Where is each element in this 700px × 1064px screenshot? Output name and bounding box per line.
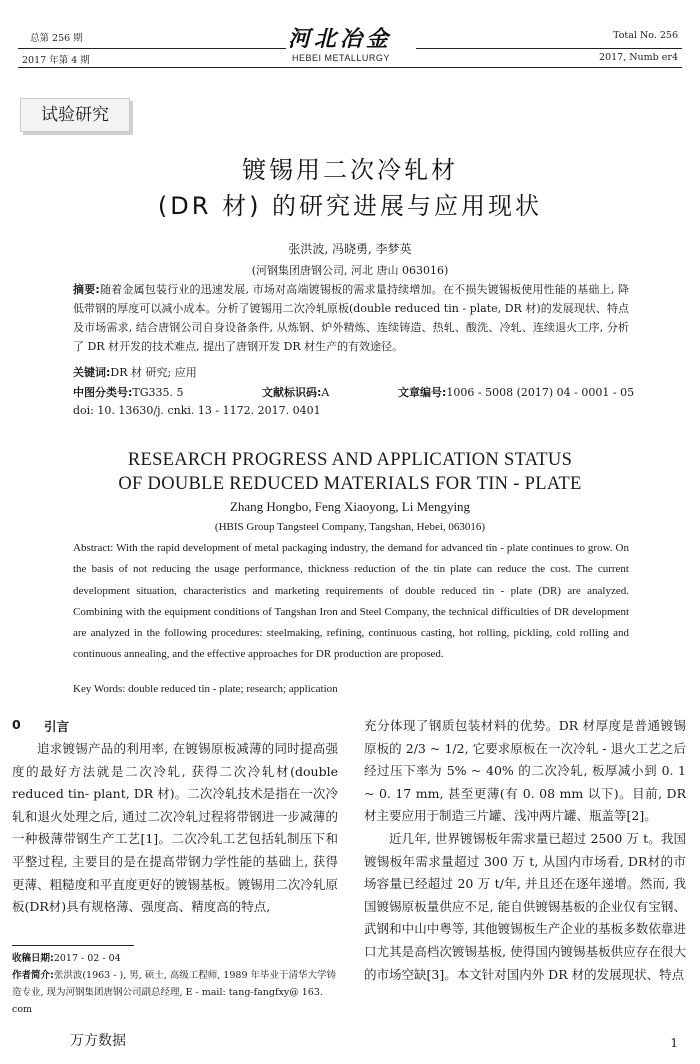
title-cn-line1: 镀锡用二次冷轧材 <box>242 156 458 184</box>
article-number-label: 文章编号: <box>398 386 447 399</box>
issue-year-cn: 2017 年第 4 期 <box>22 55 90 66</box>
intro-heading: 引言 <box>44 719 70 734</box>
received-label: 收稿日期: <box>12 953 54 964</box>
authors-cn: 张洪波, 冯晓勇, 李梦英 <box>288 242 412 256</box>
right-column <box>364 715 686 986</box>
journal-name-en: HEBEI METALLURGY <box>292 53 390 63</box>
received-value: 2017 - 02 - 04 <box>53 953 121 964</box>
intro-heading-number: 0 <box>12 717 21 732</box>
keywords-cn-text: DR 材 研究; 应用 <box>110 366 197 379</box>
abstract-en <box>73 538 629 666</box>
intro-paragraph-1: 追求镀锡产品的利用率, 在镀锡原板减薄的同时提高强度的最好方法就是二次冷轧, 获得二次冷轧材(double reduced tin- plant, DR 材)。二次冷轧技术是指在一次冷轧和退火处理之后, 通过二次冷轧过程将带钢进一步减薄的一种极薄带钢生产工艺[1]。二次冷轧工艺包括轧制压下和平整过程, 主要目的是在提高带钢力学性能的基础上, 获得更薄、粗糙度和平直度更好的镀锡基板。镀锡用二次冷轧原板(DR材)具有规格薄、强度高、精度高的特点, <box>12 741 338 915</box>
issue-total-en: Total No. 256 <box>613 30 678 41</box>
keywords-cn-label: 关键词: <box>73 366 111 379</box>
abstract-en-text: With the rapid development of metal packaging industry, the demand for advanced tin - plate continues to grow. On the basis of not reducing the usage performance, thickness reduction of the tin plate can reduce the cost. The current development situation, characteristics and marketing requirements of double reduced tin - plate (DR) are analyzed. Combining with the equipment conditions of Tangshan Iron and Steel Company, the technical difficulties of DR development are analyzed in the following procedures: steelmaking, refining, continuous casting, hot rolling, pickling, cold rolling and continuous annealing, and the effective approaches for DR production are proposed. <box>73 542 629 661</box>
issue-total-cn: 总第 256 期 <box>30 33 83 44</box>
abstract-cn-label: 摘要: <box>73 283 100 296</box>
footnote <box>12 950 338 1018</box>
abstract-cn-text: 随着金属包装行业的迅速发展, 市场对高端镀锡板的需求量持续增加。在不损失镀锡板使用性能的基础上, 降低带钢的厚度可以减小成本。分析了镀锡用二次冷轧原板(double reduced tin - plate, DR 材)的发展现状、特点及市场需求, 结合唐钢公司自身设备条件, 从炼钢、炉外精炼、连续铸造、热轧、酸洗、冷轧、连续退火工序, 分析了 DR 材开发的技术难点, 提出了唐钢开发 DR 材生产的有效途径。 <box>73 283 630 353</box>
keywords-en-text: double reduced tin - plate; research; application <box>128 683 338 695</box>
intro-paragraph-1-continued: 充分体现了钢质包装材料的优势。DR 材厚度是普通镀锡原板的 2/3 ~ 1/2, 它要求原板在一次冷轧 - 退火工艺之后经过压下率为 5% ~ 40% 的二次冷轧, 板厚减小到 0. 1 ~ 0. 17 mm, 甚至更薄(有 0. 08 mm 以下)。目前, DR 材主要应用于制造三片罐、浅冲两片罐、瓶盖等[2]。 <box>364 718 686 824</box>
left-column <box>12 738 338 919</box>
affiliation-en: (HBIS Group Tangsteel Company, Tangshan, Hebei, 063016) <box>214 521 486 533</box>
clc-value: TG335. 5 <box>132 386 184 399</box>
title-en-line1: RESEARCH PROGRESS AND APPLICATION STATUS <box>127 450 573 470</box>
affiliation-cn: (河钢集团唐钢公司, 河北 唐山 063016) <box>251 264 449 277</box>
doc-code <box>262 384 329 400</box>
intro-paragraph-2: 近几年, 世界镀锡板年需求量已超过 2500 万 t。我国镀锡板年需求量超过 300 万 t, 从国内市场看, DR材的市场容量已经超过 20 万 t/年, 并且还在逐年递增。然而, 我国镀锡原板量供应不足, 能自供镀锡基板的企业仅有宝钢、武钢和中山中粤等, 其他镀锡板生产企业的基板多数依靠进口尤其是高档次镀锡基板, 使得国内镀锡基板供应存在很大的市场空缺[3]。本文针对国内外 DR 材的发展现状、特点 <box>364 830 686 982</box>
wanfang-watermark: 万方数据 <box>70 1033 126 1049</box>
authors-en: Zhang Hongbo, Feng Xiaoyong, Li Mengying <box>229 499 471 514</box>
issue-year-en: 2017, Numb er4 <box>599 52 678 63</box>
author-bio-label: 作者简介: <box>12 970 54 981</box>
header-rule-right <box>416 48 682 49</box>
keywords-en <box>73 683 338 695</box>
title-en-line2: OF DOUBLE REDUCED MATERIALS FOR TIN - PLATE <box>118 474 582 494</box>
author-bio-text: 张洪波(1963 - ), 男, 硕士, 高级工程师, 1989 年毕业于清华大学铸造专业, 现为河钢集团唐钢公司副总经理, E - mail: tang-fangfxy@ 163. com <box>12 970 337 1015</box>
abstract-cn <box>73 280 629 356</box>
journal-logo-cn: 河北冶金 <box>288 26 393 52</box>
clc-label: 中图分类号: <box>73 386 133 399</box>
doi: doi: 10. 13630/j. cnki. 13 - 1172. 2017. 0401 <box>73 404 321 417</box>
header-rule-bottom <box>18 67 682 68</box>
header-rule-left <box>18 48 286 49</box>
footnote-rule <box>12 945 134 946</box>
abstract-en-label: Abstract: <box>73 542 114 554</box>
received-date <box>12 950 338 967</box>
page-number: 1 <box>670 1036 678 1050</box>
section-label: 试验研究 <box>20 98 130 132</box>
keywords-en-label: Key Words: <box>73 683 126 695</box>
article-number-value: 1006 - 5008 (2017) 04 - 0001 - 05 <box>446 386 635 399</box>
keywords-cn <box>73 364 197 380</box>
article-number <box>398 384 634 400</box>
clc-number <box>73 384 184 400</box>
author-bio <box>12 967 338 1018</box>
title-cn-line2: (DR 材) 的研究进展与应用现状 <box>157 192 543 220</box>
doc-code-label: 文献标识码: <box>262 386 322 399</box>
doc-code-value: A <box>321 386 330 399</box>
